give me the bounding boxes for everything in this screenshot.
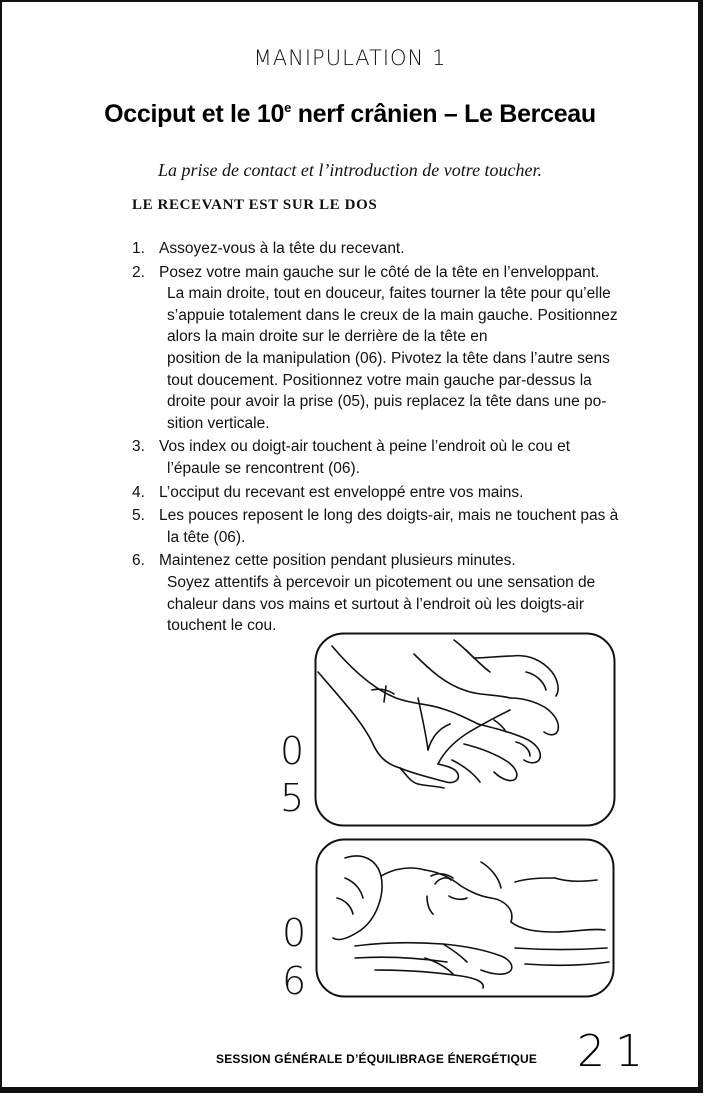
step-line: Maintenez cette position pendant plusieurs minutes. <box>159 552 516 570</box>
step-line: L’occiput du recevant est enveloppé entre vos mains. <box>159 483 524 501</box>
step-line: chaleur dans vos mains et surtout à l’endroit où les doigts-air <box>167 595 584 613</box>
figure-05-digit-1: 0 <box>280 729 305 773</box>
step-item <box>132 262 652 435</box>
figure-06-head-illustration <box>315 838 615 998</box>
step-line: Vos index ou doigt-air touchent à peine l’endroit où le cou et <box>159 438 571 456</box>
step-line: Posez votre main gauche sur le côté de la tête en l’enveloppant. <box>159 263 600 281</box>
step-line: s’appuie totalement dans le creux de la main gauche. Positionnez <box>167 306 618 324</box>
step-line: droite pour avoir la prise (05), puis replacez la tête dans une po- <box>167 393 607 411</box>
step-line: tout doucement. Positionnez votre main gauche par-dessus la <box>167 371 592 389</box>
section-heading: LE RECEVANT EST SUR LE DOS <box>132 197 378 213</box>
figure-05-digit-2: 5 <box>280 776 305 820</box>
step-item <box>132 482 652 504</box>
step-number: 1. <box>132 240 145 257</box>
step-number: 5. <box>132 507 145 525</box>
step-item <box>132 550 652 636</box>
step-item <box>132 238 652 260</box>
step-line: Assoyez-vous à la tête du recevant. <box>159 240 405 257</box>
step-line: alors la main droite sur le derrière de la tête en <box>167 328 488 346</box>
step-item <box>132 436 652 479</box>
step-line: Les pouces reposent le long des doigts-air, mais ne touchent pas à <box>159 507 619 525</box>
step-number: 2. <box>132 263 145 281</box>
title-part-2: nerf crânien – Le Berceau <box>291 100 596 128</box>
page-title <box>2 100 698 129</box>
step-line: l’épaule se rencontrent (06). <box>167 459 361 477</box>
step-number: 6. <box>132 552 145 570</box>
figure-05-hands-illustration <box>314 632 616 827</box>
step-line: la tête (06). <box>167 528 246 546</box>
page-number: 21 <box>577 1026 653 1077</box>
step-number: 4. <box>132 483 145 501</box>
title-part-1: Occiput et le 10 <box>104 100 285 128</box>
step-line: position de la manipulation (06). Pivotez la tête dans l’autre sens <box>167 349 610 367</box>
step-item <box>132 505 652 548</box>
step-number: 3. <box>132 438 145 456</box>
figure-06-digit-2: 6 <box>282 959 307 1003</box>
figure-06-digit-1: 0 <box>282 911 307 955</box>
step-line: touchent le cou. <box>167 617 277 635</box>
steps-list <box>132 238 652 639</box>
step-line: Soyez attentifs à percevoir un picotement ou une sensation de <box>167 573 596 591</box>
step-line: La main droite, tout en douceur, faites tourner la tête pour qu’elle <box>167 285 611 303</box>
footer-running-title: SESSION GÉNÉRALE D’ÉQUILIBRAGE ÉNERGÉTIQUE <box>216 1052 538 1066</box>
title-superscript: e <box>284 100 292 115</box>
step-line: sition verticale. <box>167 414 270 432</box>
page-subtitle: La prise de contact et l’introduction de votre toucher. <box>157 160 543 180</box>
chapter-kicker: MANIPULATION 1 <box>253 46 447 70</box>
